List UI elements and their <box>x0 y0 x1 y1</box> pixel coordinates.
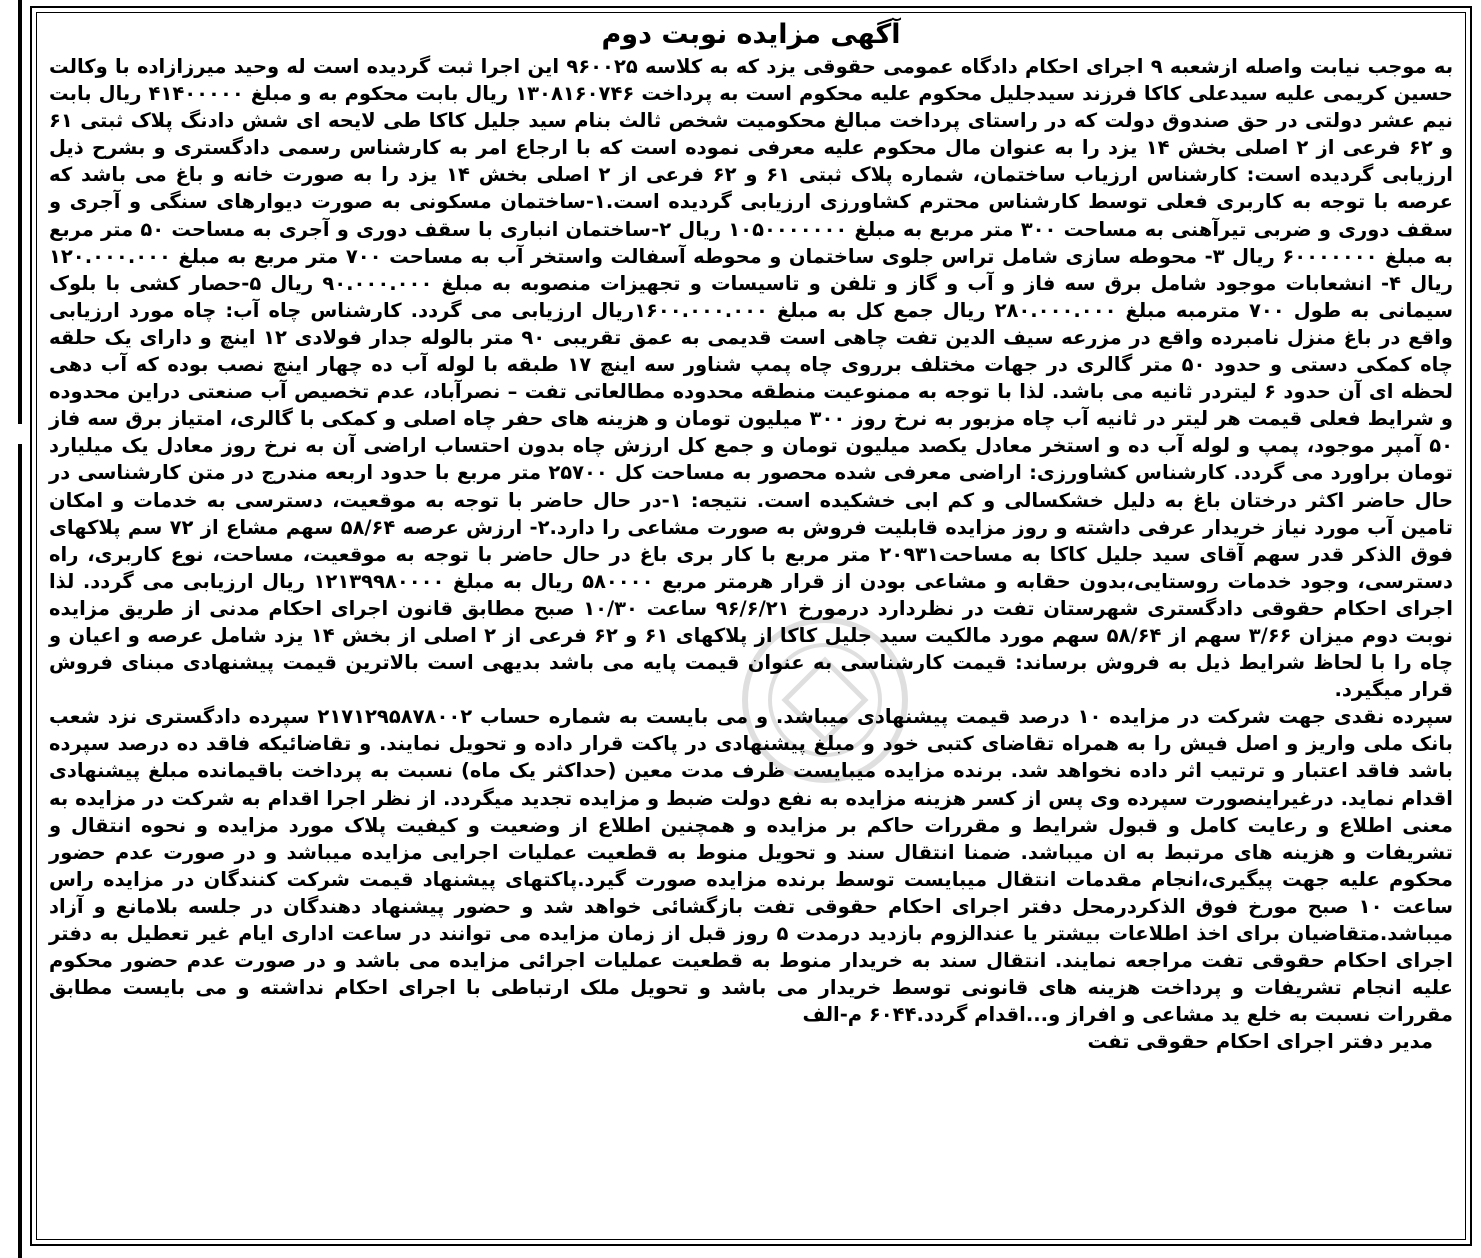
adjacent-column-border-bottom <box>0 444 22 1258</box>
notice-inner-border <box>36 12 1466 1240</box>
notice-paragraph-2: سپرده نقدی جهت شرکت در مزایده ۱۰ درصد قیمت پیشنهادی میباشد. و می بایست به شماره حساب ۲۱۷۱۲۹۵۸۷۸۰۰۲ سپرده دادگستری نزد شعب بانک ملی واریز و اصل فیش را به همراه تقاضای کتبی خود و مبلغ پیشنهادی در پاکت قرار داده و تحویل نمایند. و تقاضائیکه فاقد ده درصد سپرده باشد فاقد اعتبار و ترتیب اثر داده نخواهد شد. برنده مزایده میبایست ظرف مدت معین (حداکثر یک ماه) نسبت به پرداخت باقیمانده مبلغ پیشنهادی اقدام نماید. درغیراینصورت سپرده وی پس از کسر هزینه مزایده به نفع دولت ضبط و مزایده تجدید میگردد. از نظر اجرا اقدام به شرکت در مزایده به معنی اطلاع و رعایت کامل و قبول شرایط و مقررات حاکم بر مزایده و همچنین اطلاع از وضعیت و کیفیت پلاک مورد مزایده و نحوه انتقال و تشریفات و هزینه های مرتبط به ان میباشد. ضمنا انتقال سند و تحویل منوط به قطعیت عملیات اجرایی مزایده میباشد و در صورت عدم حضور محکوم علیه جهت پیگیری،انجام مقدمات انتقال میبایست توسط برنده مزایده صورت گیرد.پاکتهای پیشنهاد قیمت شرکت کنندگان در مزایده راس ساعت ۱۰ صبح مورخ فوق الذکردرمحل دفتر اجرای احکام حقوقی تفت بازگشائی خواهد شد و حضور پیشنهاد دهندگان در جلسه بلامانع و آزاد میباشد.متقاضیان برای اخذ اطلاعات بیشتر یا عندالزوم بازدید درمدت ۵ روز قبل از زمان مزایده می توانند در ساعت اداری ایام غیر تعطیل به دفتر اجرای احکام حقوقی تفت مراجعه نمایند. انتقال سند به خریدار منوط به قطعیت عملیات اجرائی مزایده می باشد و در صورت عدم حضور محکوم علیه انجام تشریفات و پرداخت هزینه های قانونی توسط خریدار می باشد و تحویل ملک ارتباطی با اجرای احکام نداشته و می بایست مطابق مقررات نسبت به خلع ید مشاعی و افراز و...اقدام گردد.۶۰۴۴ م-الف <box>49 705 1453 1027</box>
notice-signature: مدیر دفتر اجرای احکام حقوقی تفت <box>1087 1030 1433 1054</box>
adjacent-column-border-top <box>0 0 22 424</box>
notice-frame <box>30 6 1472 1246</box>
notice-title: آگهی مزایده نوبت دوم <box>601 19 901 50</box>
notice-signature-line <box>49 1028 1453 1055</box>
notice-paragraph-1: به موجب نیابت واصله ازشعبه ۹ اجرای احکام دادگاه عمومی حقوقی یزد که به کلاسه ۹۶۰۰۲۵ این اجرا ثبت گردیده است له وحید میرزازاده با وکالت حسین کریمی علیه سیدعلی کاکا فرزند سیدجلیل محکوم علیه محکوم است به پرداخت ۱۳۰۸۱۶۰۷۴۶ ریال بابت محکوم به و مبلغ ۴۱۴۰۰۰۰۰ ریال بابت نیم عشر دولتی در حق صندوق دولت که در راستای پرداخت مبالغ محکومیت شخص ثالث بنام سید جلیل کاکا طی لایحه ای شش دادنگ پلاک ثبتی ۶۱ و ۶۲ فرعی از ۲ اصلی بخش ۱۴ یزد را به عنوان مال محکوم علیه معرفی نموده است که با ارجاع امر به کارشناس رسمی دادگستری و بشرح ذیل ارزیابی گردیده است: کارشناس ارزیاب ساختمان، شماره پلاک ثبتی ۶۱ و ۶۲ فرعی از ۲ اصلی بخش ۱۴ یزد را به صورت خانه و باغ می باشد که عرصه با توجه به کاربری فعلی توسط کارشناس محترم کشاورزی ارزیابی گردیده است.۱-ساختمان مسکونی به صورت دیوارهای سنگی و آجری و سقف دوری و ضربی تیرآهنی به مساحت ۳۰۰ متر مربع به مبلغ ۱۰۵۰۰۰۰۰۰۰ ریال ۲-ساختمان انباری با سقف دوری و آجری به مساحت ۵۰ متر مربع به مبلغ ۶۰۰۰۰۰۰۰ ریال ۳- محوطه سازی شامل تراس جلوی ساختمان و محوطه آسفالت واستخر آب به مساحت ۷۰۰ متر مربع به مبلغ ۱۲۰.۰۰۰.۰۰۰ ریال ۴- انشعابات موجود شامل برق سه فاز و آب و گاز و تلفن و تاسیسات و تجهیزات منصوبه به مبلغ ۹۰.۰۰۰.۰۰۰ ریال ۵-حصار کشی با بلوک سیمانی به طول ۷۰۰ مترمبه مبلغ ۲۸۰.۰۰۰.۰۰۰ ریال جمع کل به مبلغ ۱۶۰۰.۰۰۰.۰۰۰ریال ارزیابی می گردد. کارشناس چاه آب: چاه مورد ارزیابی واقع در باغ منزل نامبرده واقع در مزرعه سیف الدین تفت چاهی است قدیمی به عمق تقریبی ۹۰ متر بالوله جدار فولادی ۱۲ اینچ و دارای یک حلقه چاه کمکی دستی و حدود ۵۰ متر گالری در جهات مختلف برروی چاه پمپ شناور سه اینچ ۱۷ طبقه با لوله آب ده چهار اینچ نصب بوده که آب دهی لحظه ای آن حدود ۶ لیتردر ثانیه می باشد. لذا با توجه به ممنوعیت منطقه محدوده مطالعاتی تفت – نصرآباد، عدم تخصیص آب صنعتی دراین محدوده و شرایط فعلی قیمت هر لیتر در ثانیه آب چاه مزبور به نرخ روز ۳۰۰ میلیون تومان و هزینه های حفر چاه اصلی و کمکی با گالری، امتیاز برق سه فاز ۵۰ آمپر موجود، پمپ و لوله آب ده و استخر معادل یکصد میلیون تومان و جمع کل ارزش چاه بدون احتساب اراضی آن به نرخ روز معادل یک میلیارد تومان براورد می گردد. کارشناس کشاورزی: اراضی معرفی شده محصور به مساحت کل ۲۵۷۰۰ متر مربع با حدود اربعه مندرج در متن کارشناسی در حال حاضر اکثر درختان باغ به دلیل خشکسالی و کم ابی خشکیده است. نتیجه: ۱-در حال حاضر با توجه به موقعیت، دسترسی به خدمات و امکان تامین آب مورد نیاز خریدار عرفی داشته و روز مزایده قابلیت فروش به صورت مشاعی را دارد.۲- ارزش عرصه ۵۸/۶۴ سهم مشاع از ۷۲ سم پلاکهای فوق الذکر قدر سهم آقای سید جلیل کاکا به مساحت۲۰۹۳۱ متر مربع با کار بری باغ در حال حاضر با توجه به موقعیت، مساحت، نوع کاربری، راه دسترسی، وجود خدمات روستایی،بدون حقابه و مشاعی بودن از قرار هرمتر مربع ۵۸۰۰۰۰ ریال به مبلغ ۱۲۱۳۹۹۸۰۰۰۰ ریال ارزیابی می گردد. لذا اجرای احکام حقوقی دادگستری شهرستان تفت در نظردارد درمورخ ۹۶/۶/۲۱ ساعت ۱۰/۳۰ صبح مطابق قانون اجرای احکام مدنی از طریق مزایده نوبت دوم میزان ۳/۶۶ سهم از ۵۸/۶۴ سهم مورد مالکیت سید جلیل کاکا از پلاکهای ۶۱ و ۶۲ فرعی از ۲ اصلی از بخش ۱۴ یزد شامل عرصه و اعیان و چاه را با لحاظ شرایط ذیل به فروش برساند: قیمت کارشناسی به عنوان قیمت پایه می باشد بدیهی است بالاترین قیمت پیشنهادی مبنای فروش قرار میگیرد. <box>49 55 1454 702</box>
